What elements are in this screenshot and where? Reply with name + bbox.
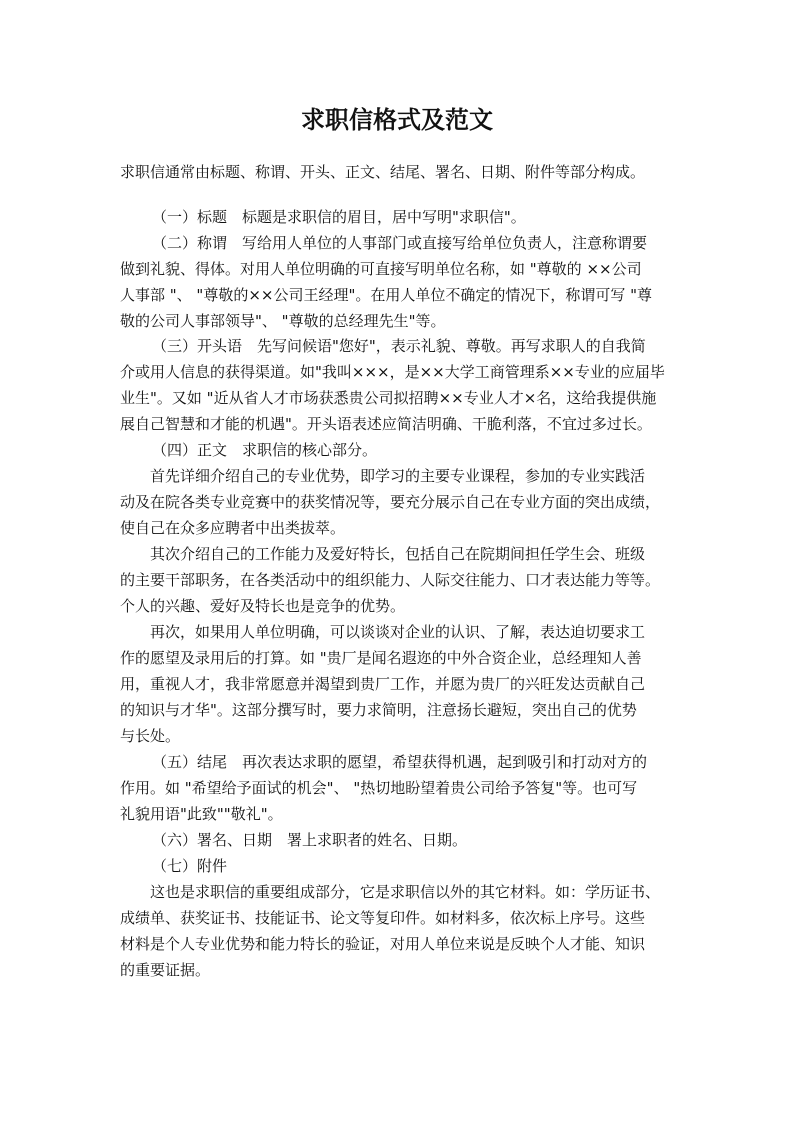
- paragraph-line: 的主要干部职务，在各类活动中的组织能力、人际交往能力、口才表达能力等等。: [120, 571, 661, 589]
- document-title: 求职信格式及范文: [301, 106, 493, 134]
- paragraph-line: 使自己在众多应聘者中出类拔萃。: [120, 519, 346, 537]
- paragraph-line: 介或用人信息的获得渠道。如"我叫×××，是××大学工商管理系××专业的应届毕: [120, 363, 665, 381]
- paragraph-line: （四）正文 求职信的核心部分。: [152, 441, 378, 459]
- paragraph-line: 礼貌用语"此致""敬礼"。: [120, 805, 283, 823]
- paragraph-line: 作用。如 "希望给予面试的机会"、 "热切地盼望着贵公司给予答复"等。也可写: [120, 779, 638, 797]
- paragraph-line: 人事部 "、 "尊敬的××公司王经理"。在用人单位不确定的情况下，称谓可写 "尊: [120, 286, 653, 304]
- paragraph-line: 材料是个人专业优势和能力特长的验证，对用人单位来说是反映个人才能、知识: [120, 935, 646, 953]
- paragraph-line: 敬的公司人事部领导"、 "尊敬的总经理先生"等。: [120, 312, 446, 330]
- paragraph-line: 求职信通常由标题、称谓、开头、正文、结尾、署名、日期、附件等部分构成。: [120, 163, 646, 181]
- paragraph-line: 业生"。又如 "近从省人才市场获悉贵公司拟招聘××专业人才×名，这给我提供施: [120, 389, 657, 407]
- paragraph-line: 作的愿望及录用后的打算。如 "贵厂是闻名遐迩的中外合资企业，总经理知人善: [120, 649, 642, 667]
- paragraph-line: 做到礼貌、得体。对用人单位明确的可直接写明单位名称，如 "尊敬的 ××公司: [120, 260, 642, 278]
- paragraph-line: 的重要证据。: [120, 961, 211, 979]
- paragraph-line: 动及在院各类专业竞赛中的获奖情况等，要充分展示自己在专业方面的突出成绩，: [120, 493, 661, 511]
- paragraph-line: 个人的兴趣、爱好及特长也是竞争的优势。: [120, 597, 406, 615]
- paragraph-line: 首先详细介绍自己的专业优势，即学习的主要专业课程，参加的专业实践活: [150, 467, 646, 485]
- paragraph-line: 成绩单、获奖证书、技能证书、论文等复印件。如材料多，依次标上序号。这些: [120, 909, 646, 927]
- paragraph-line: 再次，如果用人单位明确，可以谈谈对企业的认识、了解，表达迫切要求工: [150, 623, 646, 641]
- paragraph-line: （七）附件: [152, 857, 228, 875]
- paragraph-line: 的知识与才华"。这部分撰写时，要力求简明，注意扬长避短，突出自己的优势: [120, 701, 637, 719]
- paragraph-line: 其次介绍自己的工作能力及爱好特长，包括自己在院期间担任学生会、班级: [150, 545, 646, 563]
- paragraph-line: （一）标题 标题是求职信的眉目，居中写明"求职信"。: [152, 208, 526, 226]
- paragraph-line: （三）开头语 先写问候语"您好"，表示礼貌、尊敬。再写求职人的自我简: [152, 337, 646, 355]
- paragraph-line: （五）结尾 再次表达求职的愿望，希望获得机遇，起到吸引和打动对方的: [152, 753, 648, 771]
- paragraph-line: 展自己智慧和才能的机遇"。开头语表述应简洁明确、干脆利落，不宜过多过长。: [120, 415, 652, 433]
- paragraph-line: （六）署名、日期 署上求职者的姓名、日期。: [152, 831, 468, 849]
- paragraph-line: （二）称谓 写给用人单位的人事部门或直接写给单位负责人，注意称谓要: [152, 234, 648, 252]
- paragraph-line: 与长处。: [120, 727, 181, 745]
- paragraph-line: 用，重视人才，我非常愿意并渴望到贵厂工作，并愿为贵厂的兴旺发达贡献自己: [120, 675, 646, 693]
- paragraph-line: 这也是求职信的重要组成部分，它是求职信以外的其它材料。如：学历证书、: [150, 883, 661, 901]
